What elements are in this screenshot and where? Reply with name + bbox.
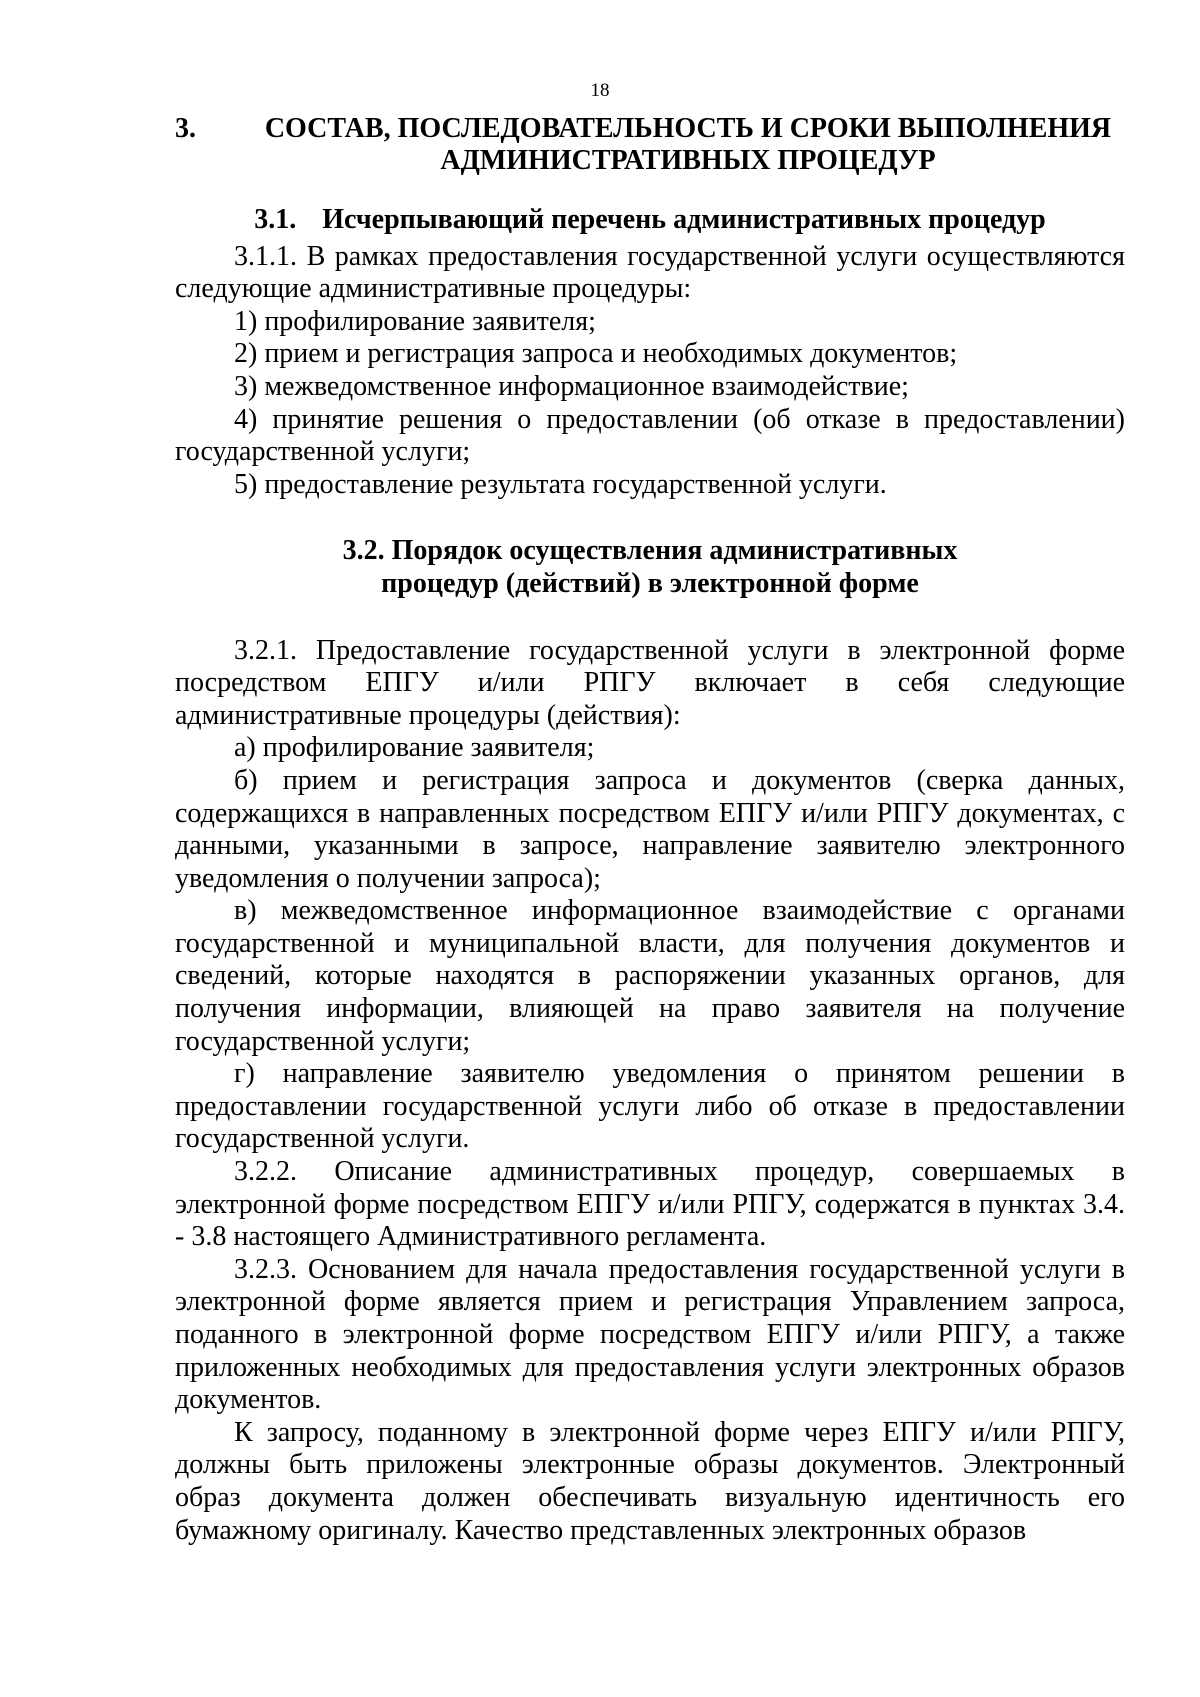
paragraph-3-2-2: 3.2.2. Описание административных процедур, совершаемых в электронной форме посредством ЕПГУ и/или РПГУ, содержатся в пунктах 3.4. - 3.8 настоящего Административного регламента. (175, 1156, 1125, 1253)
section-3-2-title-line2: процедур (действий) в электронной форме (381, 567, 919, 599)
section-3-title (251, 113, 1125, 177)
list-item-3-2-v: в) межведомственное информационное взаимодействие с органами государственной и муниципальной власти, для получения документов и сведений, которые находятся в распоряжении указанных органов, для получения информации, влияющей на право заявителя на получение государственной услуги; (175, 895, 1125, 1057)
paragraph-3-1-1: 3.1.1. В рамках предоставления государственной услуги осуществляются следующие административные процедуры: (175, 240, 1125, 305)
paragraph-last: К запросу, поданному в электронной форме через ЕПГУ и/или РПГУ, должны быть приложены электронные образы документов. Электронный образ документа должен обеспечивать визуальную идентичность его бумажному оригиналу. Качество представленных электронных образов (175, 1416, 1125, 1546)
list-item-3-1-1: 1) профилирование заявителя; (234, 305, 596, 337)
section-3-2-heading (175, 535, 1125, 600)
list-item-3-1-4: 4) принятие решения о предоставлении (об отказе в предоставлении) государственной услуги; (175, 403, 1125, 468)
section-3-heading (175, 113, 1125, 177)
list-item-3-2-g: г) направление заявителю уведомления о принятом решении в предоставлении государственной услуги либо об отказе в предоставлении государственной услуги. (175, 1058, 1125, 1155)
section-3-number: 3. (175, 113, 196, 144)
section-3-2-title-line1: 3.2. Порядок осуществления административных (342, 535, 958, 567)
section-3-1-title: Исчерпывающий перечень административных процедур (322, 204, 1046, 235)
section-3-title-line1: СОСТАВ, ПОСЛЕДОВАТЕЛЬНОСТЬ И СРОКИ ВЫПОЛНЕНИЯ (264, 113, 1112, 144)
list-item-3-1-2: 2) прием и регистрация запроса и необходимых документов; (234, 338, 958, 370)
section-3-1-number: 3.1. (254, 204, 297, 235)
paragraph-3-2-1: 3.2.1. Предоставление государственной услуги в электронной форме посредством ЕПГУ и/или РПГУ включает в себя следующие административные процедуры (действия): (175, 634, 1125, 731)
page-number: 18 (590, 80, 610, 101)
list-item-3-1-5: 5) предоставление результата государственной услуги. (234, 468, 887, 500)
page-content (175, 113, 1125, 1547)
list-item-3-1-3: 3) межведомственное информационное взаимодействие; (234, 370, 909, 402)
list-item-3-2-a: а) профилирование заявителя; (234, 732, 595, 764)
paragraph-3-2-3: 3.2.3. Основанием для начала предоставления государственной услуги в электронной форме является прием и регистрация Управлением запроса, поданного в электронной форме посредством ЕПГУ и/или РПГУ, а также приложенных необходимых для предоставления услуги электронных образов документов. (175, 1253, 1125, 1416)
section-3-1-heading (175, 204, 1125, 237)
list-item-3-2-b: б) прием и регистрация запроса и документов (сверка данных, содержащихся в направленных посредством ЕПГУ и/или РПГУ документах, с данными, указанными в запросе, направление заявителю электронного уведомления о получении запроса); (175, 764, 1125, 894)
section-3-title-line2: АДМИНИСТРАТИВНЫХ ПРОЦЕДУР (440, 145, 936, 176)
